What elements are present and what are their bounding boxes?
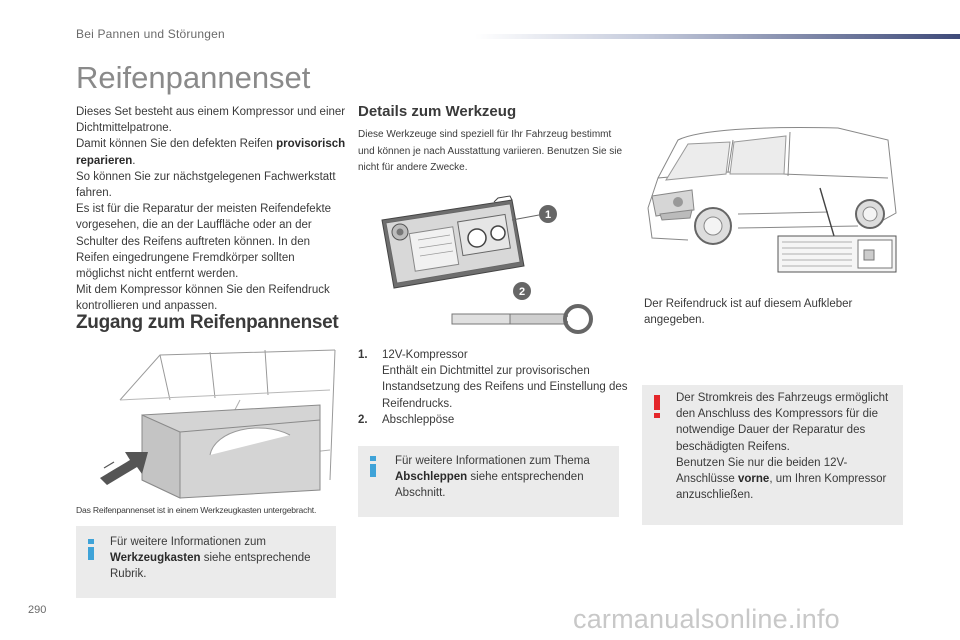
warning-box (642, 385, 903, 525)
towing-info-text (395, 453, 610, 502)
text: siehe entsprechenden Abschnitt. (395, 471, 584, 500)
toolbox-info-text (110, 534, 330, 583)
tool-description: Enthält ein Dichtmittel zur provisorischen Instandsetzung des Reifens und Einstellung des Reifendrucks. (382, 365, 628, 410)
towing-info-box (358, 446, 619, 517)
warning-paragraph: Der Stromkreis des Fahrzeugs ermöglicht den Anschluss des Kompressors für die notwendige Dauer der Reparatur des beschädigten Reifens. (676, 392, 889, 453)
sticker-caption: Der Reifendruck ist auf diesem Aufkleber angegeben. (644, 298, 853, 327)
callout-2: 2 (518, 286, 526, 298)
intro-text (76, 104, 346, 315)
emphasis: Abschleppen (395, 471, 468, 484)
page-title: Reifenpannenset (76, 60, 311, 95)
text: , um Ihren Kompressor anzuschließen. (676, 473, 887, 502)
text: Für weitere Informationen zum (110, 536, 266, 548)
intro-line: Mit dem Kompressor können Sie den Reifendruck kontrollieren und anpassen. (76, 284, 330, 313)
watermark: carmanualsonline.info (573, 604, 840, 634)
page-number: 290 (28, 604, 47, 616)
tool-item (358, 412, 628, 428)
header-bar (475, 34, 960, 39)
tool-number: 1. (358, 349, 368, 361)
section-header: Bei Pannen und Störungen (76, 27, 225, 41)
emphasis: vorne (738, 473, 770, 486)
seat-toolbox-illustration (90, 340, 340, 500)
details-heading: Details zum Werkzeug (358, 103, 517, 120)
tool-list (358, 347, 628, 428)
warning-paragraph (676, 455, 898, 504)
tool-number: 2. (358, 413, 368, 426)
text: Für weitere Informationen zum Thema (395, 455, 590, 467)
callout-1: 1 (544, 209, 552, 221)
emphasis: Werkzeugkasten (110, 552, 201, 565)
text: Benutzen Sie nur die beiden 12V-Anschlüsse (676, 456, 848, 486)
intro-line: Dieses Set besteht aus einem Kompressor und einer Dichtmittelpatrone. (76, 106, 346, 135)
emphasis: provisorisch reparieren (76, 138, 346, 167)
intro-line: Es ist für die Reparatur der meisten Reifendefekte vorgesehen, die an der Lauffläche oder an der Schulter des Reifens auftreten können. In den Reifen eingedrungene Fremdkörper sollten möglichst nicht entfernt werden. (76, 203, 332, 281)
intro-line: So können Sie zur nächstgelegenen Fachwerkstatt fahren. (76, 170, 336, 200)
access-caption: Das Reifenpannenset ist in einem Werkzeugkasten untergebracht. (76, 505, 317, 515)
warning-text (676, 390, 898, 503)
details-intro: Diese Werkzeuge sind speziell für Ihr Fahrzeug bestimmt und können je nach Ausstattung variieren. Benutzen Sie sie nicht für andere Zwecke. (358, 129, 623, 173)
text: Damit können Sie den defekten Reifen (76, 138, 277, 151)
vehicle-sticker-illustration (638, 118, 900, 280)
text: siehe entsprechende Rubrik. (110, 552, 311, 581)
intro-line (76, 136, 346, 168)
toolbox-info-box (76, 526, 336, 598)
access-heading: Zugang zum Reifenpannenset (76, 312, 339, 333)
tool-title: Abschleppöse (382, 413, 455, 426)
tool-item (358, 347, 628, 412)
tool-title: 12V-Kompressor (382, 349, 468, 361)
repair-kit-illustration (372, 190, 612, 340)
text: . (132, 154, 136, 167)
